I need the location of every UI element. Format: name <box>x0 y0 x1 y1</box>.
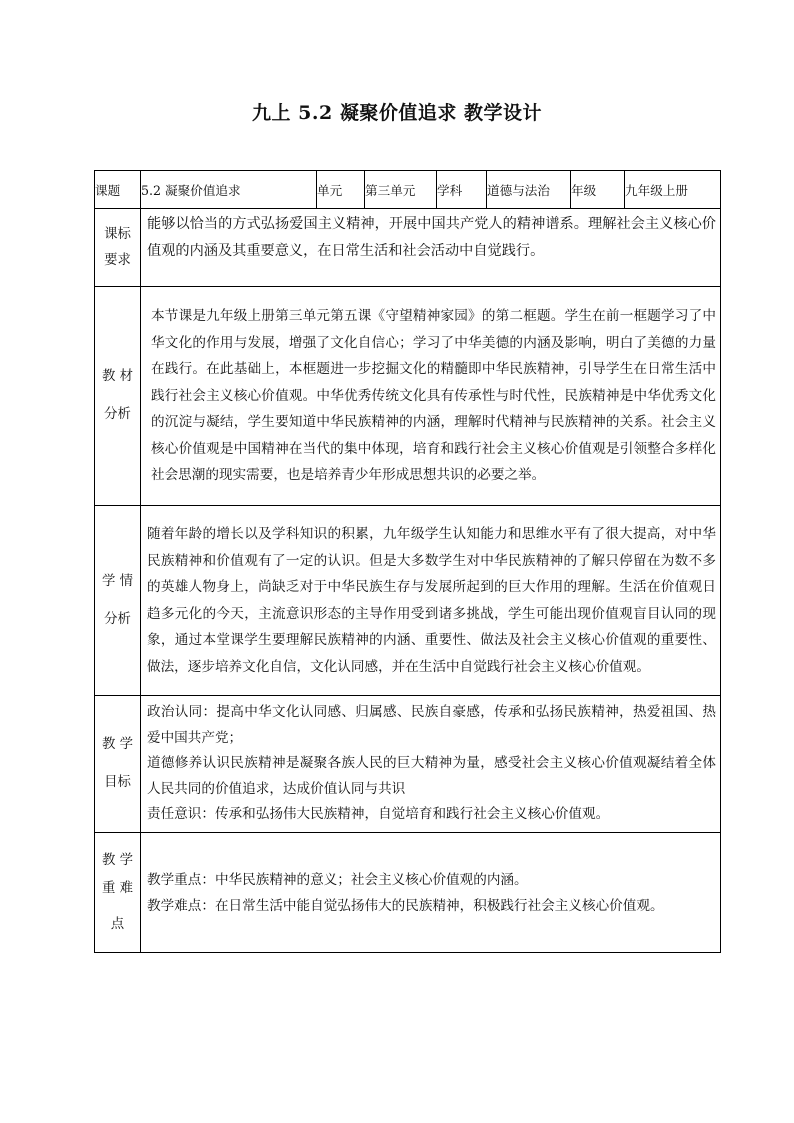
topic-label: 课题 <box>95 171 141 209</box>
keypoints-text <box>141 833 721 953</box>
material-text: 本节课是九年级上册第三单元第五课《守望精神家园》的第二框题。学生在前一框题学习了中华文化的作用与发展，增强了文化自信心；学习了中华美德的内涵及影响，明白了美德的力量在践行。在此基础上，本框题进一步挖掘文化的精髓即中华民族精神，引导学生在日常生活中践行社会主义核心价值观。中华优秀传统文化具有传承性与时代性，民族精神是中华优秀文化的沉淀与凝结，学生要知道中华民族精神的内涵，理解时代精神与民族精神的关系。社会主义核心价值观是中国精神在当代的集中体现，培育和践行社会主义核心价值观是引领整合多样化社会思潮的现实需要，也是培养青少年形成思想共识的必要之举。 <box>141 287 721 506</box>
subject-label: 学科 <box>437 171 487 209</box>
standard-row <box>95 209 721 287</box>
goal-responsibility: 责任意识：传承和弘扬伟大民族精神，自觉培育和践行社会主义核心价值观。 <box>147 806 610 823</box>
grade-label: 年级 <box>571 171 625 209</box>
goal-political: 政治认同：提高中华文化认同感、归属感、民族自豪感，传承和弘扬民族精神，热爱祖国、热爱中国共产党； <box>147 704 716 746</box>
subject-value: 道德与法治 <box>487 171 571 209</box>
header-row <box>95 171 721 209</box>
unit-label: 单元 <box>317 171 365 209</box>
keypoints-label: 教 学 重 难 点 <box>95 833 141 953</box>
grade-value: 九年级上册 <box>625 171 721 209</box>
standard-label: 课标 要求 <box>95 209 141 287</box>
goals-label: 教 学 目标 <box>95 696 141 833</box>
unit-value: 第三单元 <box>365 171 437 209</box>
topic-value: 5.2 凝聚价值追求 <box>141 171 317 209</box>
goal-moral: 道德修养认识民族精神是凝聚各族人民的巨大精神为量，感受社会主义核心价值观凝结着全体人民共同的价值追求，达成价值认同与共识 <box>147 755 716 797</box>
keypoint-focus: 教学重点：中华民族精神的意义；社会主义核心价值观的内涵。 <box>147 871 528 888</box>
standard-text: 能够以恰当的方式弘扬爱国主义精神，开展中国共产党人的精神谱系。理解社会主义核心价值观的内涵及其重要意义，在日常生活和社会活动中自觉践行。 <box>141 209 721 287</box>
material-label: 教 材 分析 <box>95 287 141 506</box>
keypoint-difficulty: 教学难点：在日常生活中能自觉弘扬伟大的民族精神，积极践行社会主义核心价值观。 <box>147 897 664 914</box>
document-title: 九上 5.2 凝聚价值追求 教学设计 <box>252 102 542 124</box>
students-text: 随着年龄的增长以及学科知识的积累，九年级学生认知能力和思维水平有了很大提高，对中华民族精神和价值观有了一定的认识。但是大多数学生对中华民族精神的了解只停留在为数不多的英雄人物身上，尚缺乏对于中华民族生存与发展所起到的巨大作用的理解。生活在价值观日趋多元化的今天，主流意识形态的主导作用受到诸多挑战，学生可能出现价值观盲目认同的现象，通过本堂课学生要理解民族精神的内涵、重要性、做法及社会主义核心价值观的重要性、做法，逐步培养文化自信，文化认同感，并在生活中自觉践行社会主义核心价值观。 <box>141 506 721 696</box>
keypoints-row <box>95 833 721 953</box>
goals-text <box>141 696 721 833</box>
material-row <box>95 287 721 506</box>
lesson-plan-table <box>94 170 721 953</box>
students-label: 学 情 分析 <box>95 506 141 696</box>
goals-row <box>95 696 721 833</box>
students-row <box>95 506 721 696</box>
